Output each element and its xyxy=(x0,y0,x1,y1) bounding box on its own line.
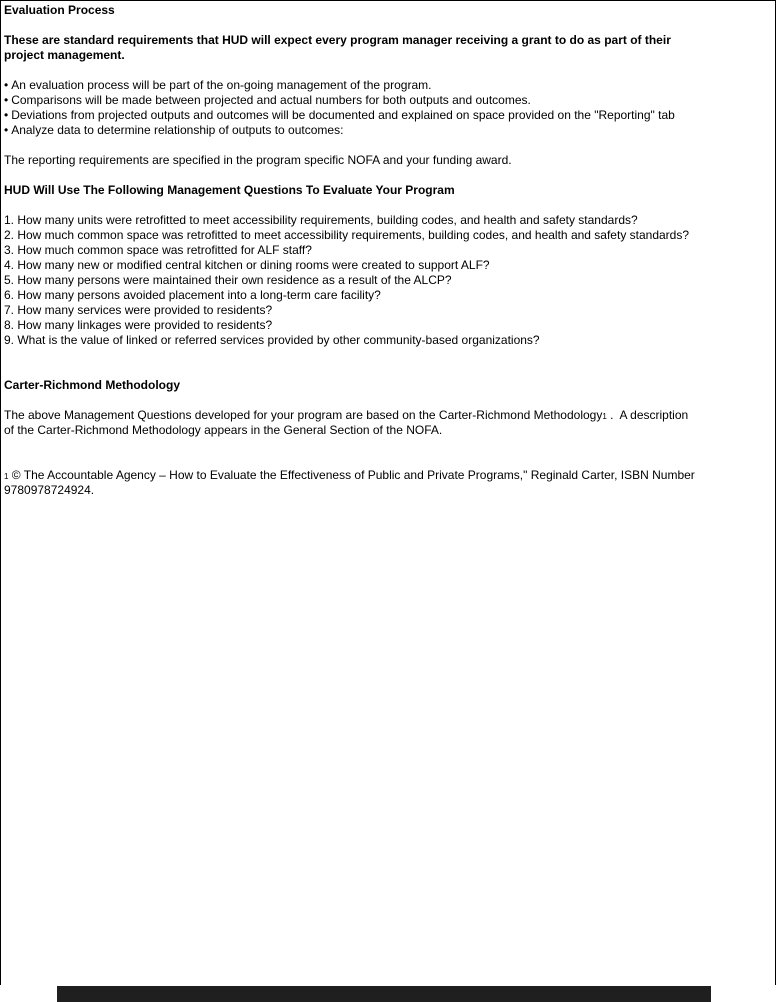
bullet-item-2 xyxy=(4,93,772,108)
footnote-line-1 xyxy=(4,468,772,483)
bottom-dark-bar xyxy=(57,986,711,1002)
footnote-marker-inline: 1 xyxy=(602,412,607,421)
methodology-text: The above Management Questions developed for your program are based on the Carter-Richmond Methodology xyxy=(4,408,603,422)
bullet-text-3: Deviations from projected outputs and outcomes will be documented and explained on space provided on the "Reporting" tab xyxy=(11,108,675,122)
reporting-note: The reporting requirements are specified in the program specific NOFA and your funding award. xyxy=(4,153,512,167)
question-2: 2. How much common space was retrofitted to meet accessibility requirements, building codes, and health and safety standards? xyxy=(4,228,690,242)
question-8: 8. How many linkages were provided to residents? xyxy=(4,318,273,332)
management-questions-heading: HUD Will Use The Following Management Questions To Evaluate Your Program xyxy=(4,183,455,197)
bullet-item-1 xyxy=(4,78,772,93)
methodology-line-1 xyxy=(4,408,772,423)
question-1: 1. How many units were retrofitted to meet accessibility requirements, building codes, and health and safety standards? xyxy=(4,213,638,227)
intro-line-2: project management. xyxy=(4,48,125,62)
bullet-text-4: Analyze data to determine relationship of outputs to outcomes: xyxy=(11,123,344,137)
page-content xyxy=(0,0,776,498)
question-3: 3. How much common space was retrofitted for ALF staff? xyxy=(4,243,312,257)
intro-line-1: These are standard requirements that HUD will expect every program manager receiving a grant to do as part of their xyxy=(4,33,671,47)
question-4: 4. How many new or modified central kitchen or dining rooms were created to support ALF? xyxy=(4,258,490,272)
bullet-icon: • xyxy=(4,93,9,107)
footnote-marker: 1 xyxy=(4,472,9,481)
bullet-item-4 xyxy=(4,123,772,138)
bullet-icon: • xyxy=(4,108,9,122)
bullet-text-2: Comparisons will be made between projected and actual numbers for both outputs and outcomes. xyxy=(11,93,531,107)
bullet-icon: • xyxy=(4,123,9,137)
carter-richmond-heading: Carter-Richmond Methodology xyxy=(4,378,180,392)
bullet-icon: • xyxy=(4,78,9,92)
page-title: Evaluation Process xyxy=(4,3,115,17)
question-6: 6. How many persons avoided placement into a long-term care facility? xyxy=(4,288,381,302)
methodology-text-continued: . A description xyxy=(606,408,689,422)
bullet-text-1: An evaluation process will be part of the on-going management of the program. xyxy=(11,78,432,92)
footnote-line-2: 9780978724924. xyxy=(4,483,95,497)
question-9: 9. What is the value of linked or referred services provided by other community-based organizations? xyxy=(4,333,540,347)
footnote-text: © The Accountable Agency – How to Evaluate the Effectiveness of Public and Private Programs," Reginald Carter, ISBN Number xyxy=(8,468,695,482)
question-7: 7. How many services were provided to residents? xyxy=(4,303,273,317)
question-5: 5. How many persons were maintained their own residence as a result of the ALCP? xyxy=(4,273,452,287)
bullet-item-3 xyxy=(4,108,772,123)
methodology-line-2: of the Carter-Richmond Methodology appears in the General Section of the NOFA. xyxy=(4,423,443,437)
